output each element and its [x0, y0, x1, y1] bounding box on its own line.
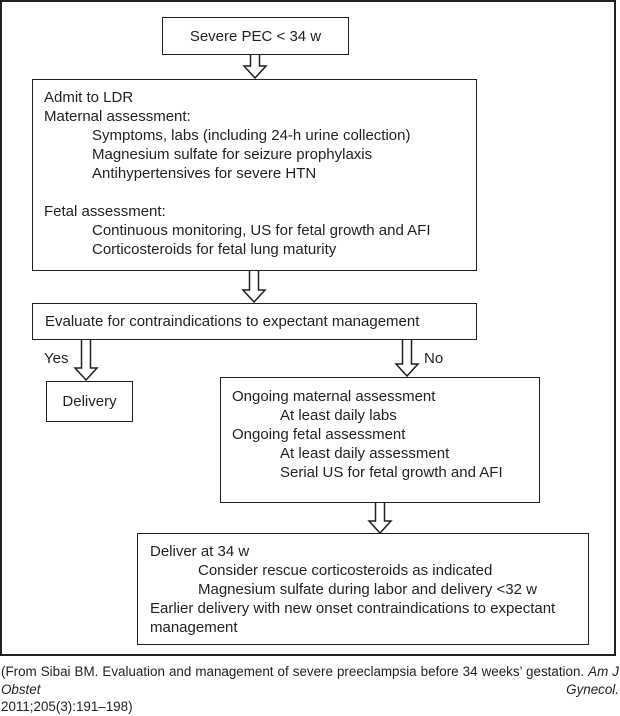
citation-journal-name: Am J Obstet Gynecol. — [1, 664, 619, 697]
no-branch-label: No — [424, 350, 444, 367]
citation-line-2: 2011;205(3):191–198) — [1, 699, 133, 714]
ongoing-line: At least daily labs — [280, 407, 397, 424]
deliver-line: Earlier delivery with new onset contraindications to expectant management — [150, 600, 556, 636]
down-arrow-icon — [395, 340, 419, 377]
citation-text: (From Sibai BM. Evaluation and management of severe preeclampsia before 34 weeks’ gestation. — [1, 664, 589, 679]
ongoing-line: Ongoing maternal assessment — [232, 388, 436, 405]
start-node — [162, 17, 349, 55]
yes-branch-label: Yes — [44, 350, 69, 367]
admit-line: Symptoms, labs (including 24-h urine collection) — [92, 127, 411, 144]
delivery-node — [46, 381, 133, 422]
ongoing-line: Ongoing fetal assessment — [232, 426, 406, 443]
citation-line-1 — [1, 663, 619, 698]
deliver-line: Consider rescue corticosteroids as indicated — [198, 562, 493, 579]
ongoing-assessment-node — [220, 377, 540, 503]
citation-caption — [1, 663, 619, 716]
down-arrow-icon — [74, 340, 98, 381]
start-node-label: Severe PEC < 34 w — [189, 27, 322, 45]
down-arrow-icon — [242, 271, 266, 303]
delivery-node-label: Delivery — [62, 393, 117, 410]
down-arrow-icon — [243, 55, 267, 79]
admit-line: Maternal assessment: — [44, 108, 191, 125]
evaluate-node — [32, 303, 477, 340]
admit-line: Corticosteroids for fetal lung maturity — [92, 241, 337, 258]
ongoing-line: Serial US for fetal growth and AFI — [280, 464, 503, 481]
deliver-node — [137, 533, 589, 645]
down-arrow-icon — [368, 503, 392, 534]
admit-line: Magnesium sulfate for seizure prophylaxis — [92, 146, 373, 163]
admit-line: Antihypertensives for severe HTN — [92, 165, 317, 182]
evaluate-node-label: Evaluate for contraindications to expectant management — [45, 313, 420, 330]
deliver-line: Deliver at 34 w — [150, 543, 250, 560]
deliver-line: Magnesium sulfate during labor and delivery <32 w — [198, 581, 537, 598]
admit-line: Continuous monitoring, US for fetal growth and AFI — [92, 222, 431, 239]
admit-assessment-node — [32, 79, 477, 271]
admit-line: Admit to LDR — [44, 89, 134, 106]
admit-line: Fetal assessment: — [44, 203, 166, 220]
ongoing-line: At least daily assessment — [280, 445, 450, 462]
